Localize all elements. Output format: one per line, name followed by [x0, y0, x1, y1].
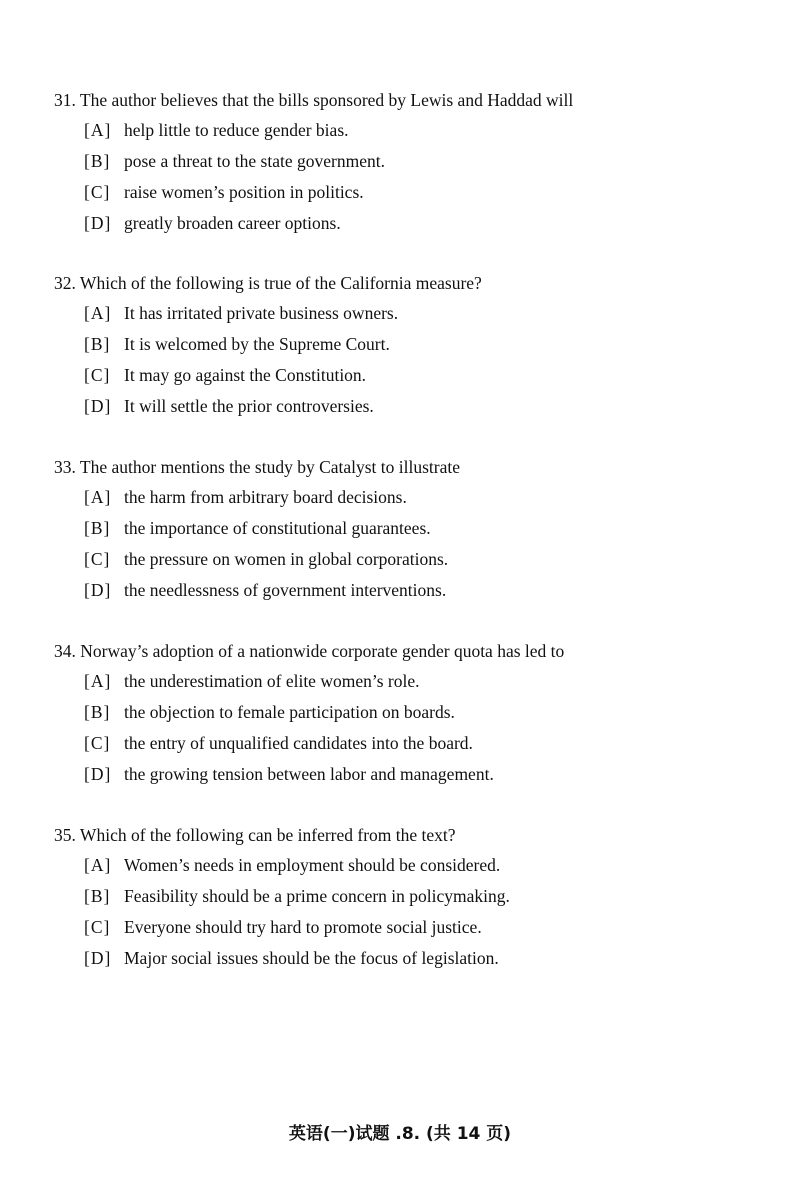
option-a: [84, 854, 754, 876]
option-a: [84, 486, 754, 508]
option-a: [84, 119, 754, 141]
option-d: [84, 579, 754, 601]
option-text: raise women’s position in politics.: [124, 182, 364, 202]
option-letter: [B]: [84, 151, 111, 171]
option-letter: [A]: [84, 487, 112, 507]
option-letter: [B]: [84, 518, 111, 538]
option-text: the pressure on women in global corporations.: [124, 549, 449, 569]
option-a: [84, 302, 754, 324]
question-33: [54, 456, 754, 610]
option-d: [84, 212, 754, 234]
option-d: [84, 947, 754, 969]
option-b: [84, 517, 754, 539]
option-b: [84, 885, 754, 907]
option-b: [84, 150, 754, 172]
option-text: pose a threat to the state government.: [124, 151, 385, 171]
option-letter: [D]: [84, 764, 112, 784]
option-list: [54, 119, 754, 234]
option-letter: [A]: [84, 855, 112, 875]
option-text: It has irritated private business owners.: [124, 303, 399, 323]
option-text: the entry of unqualified candidates into the board.: [124, 733, 473, 753]
option-list: [54, 670, 754, 785]
option-letter: [D]: [84, 213, 112, 233]
question-stem: 33. The author mentions the study by Catalyst to illustrate: [54, 457, 461, 477]
question-stem: 32. Which of the following is true of the California measure?: [54, 273, 482, 293]
option-d: [84, 395, 754, 417]
option-c: [84, 548, 754, 570]
option-text: Women’s needs in employment should be considered.: [124, 855, 501, 875]
option-c: [84, 732, 754, 754]
option-letter: [B]: [84, 886, 111, 906]
option-letter: [B]: [84, 702, 111, 722]
option-text: Everyone should try hard to promote social justice.: [124, 917, 482, 937]
option-text: It may go against the Constitution.: [124, 365, 367, 385]
option-c: [84, 364, 754, 386]
option-letter: [C]: [84, 365, 111, 385]
option-text: Feasibility should be a prime concern in policymaking.: [124, 886, 510, 906]
option-letter: [A]: [84, 303, 112, 323]
option-text: the harm from arbitrary board decisions.: [124, 487, 407, 507]
question-31: [54, 89, 754, 243]
option-letter: [C]: [84, 549, 111, 569]
option-letter: [A]: [84, 671, 112, 691]
option-d: [84, 763, 754, 785]
option-letter: [C]: [84, 733, 111, 753]
option-text: help little to reduce gender bias.: [124, 120, 349, 140]
option-list: [54, 486, 754, 601]
option-letter: [A]: [84, 120, 112, 140]
option-letter: [B]: [84, 334, 111, 354]
option-text: the growing tension between labor and management.: [124, 764, 494, 784]
option-list: [54, 302, 754, 417]
option-text: It is welcomed by the Supreme Court.: [124, 334, 390, 354]
option-letter: [D]: [84, 396, 112, 416]
option-a: [84, 670, 754, 692]
option-text: greatly broaden career options.: [124, 213, 341, 233]
option-text: Major social issues should be the focus of legislation.: [124, 948, 499, 968]
option-letter: [C]: [84, 917, 111, 937]
question-35: [54, 824, 754, 978]
option-c: [84, 916, 754, 938]
option-b: [84, 701, 754, 723]
option-text: the objection to female participation on boards.: [124, 702, 455, 722]
question-stem: 34. Norway’s adoption of a nationwide corporate gender quota has led to: [54, 641, 565, 661]
question-34: [54, 640, 754, 794]
option-text: the importance of constitutional guarantees.: [124, 518, 431, 538]
option-letter: [C]: [84, 182, 111, 202]
option-text: It will settle the prior controversies.: [124, 396, 374, 416]
question-32: [54, 272, 754, 426]
option-list: [54, 854, 754, 969]
page-footer: 英语(一)试题 .8. (共 14 页): [288, 1124, 512, 1144]
question-stem: 35. Which of the following can be inferred from the text?: [54, 825, 456, 845]
option-b: [84, 333, 754, 355]
option-c: [84, 181, 754, 203]
question-stem: 31. The author believes that the bills sponsored by Lewis and Haddad will: [54, 90, 574, 110]
option-letter: [D]: [84, 948, 112, 968]
option-text: the needlessness of government interventions.: [124, 580, 447, 600]
option-letter: [D]: [84, 580, 112, 600]
option-text: the underestimation of elite women’s role.: [124, 671, 420, 691]
